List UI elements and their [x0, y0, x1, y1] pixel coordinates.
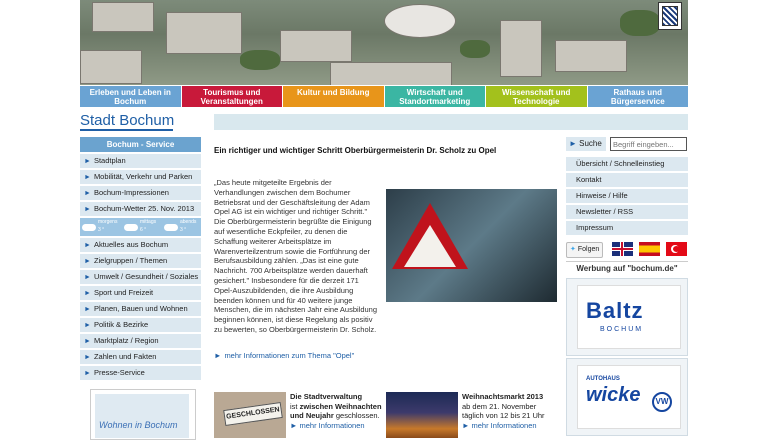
right-item-uebersicht[interactable]: Übersicht / Schnelleinstieg	[566, 157, 688, 171]
sidebar-item-sport[interactable]	[80, 286, 201, 300]
teaser-closed-link-label: mehr Informationen	[299, 420, 365, 430]
sidebar-item-label: Sport und Freizeit	[93, 288, 154, 297]
left-sidebar	[80, 137, 201, 382]
twitter-follow-button[interactable]	[566, 242, 603, 258]
weather-temp-noon: 6 °	[140, 227, 147, 233]
closed-sign-image	[214, 392, 286, 438]
weather-temp-evening: 3 °	[180, 227, 187, 233]
sidebar-item-label: Presse-Service	[93, 368, 145, 377]
closed-sign-text: GESCHLOSSEN	[223, 402, 283, 426]
sidebar-item-impressionen[interactable]	[80, 186, 201, 200]
more-info-opel-label: mehr Informationen zum Thema "Opel"	[224, 351, 355, 360]
ad-wicke[interactable]	[577, 365, 681, 429]
sidebar-item-presse[interactable]	[80, 366, 201, 380]
sidebar-item-label: Politik & Bezirke	[93, 320, 149, 329]
category-tourismus[interactable]: Tourismus und Veranstaltungen	[182, 86, 283, 107]
teaser-closed-text-a: ist	[290, 401, 300, 411]
teaser-weihnachtsmarkt[interactable]	[386, 392, 558, 438]
triangle-bullet-icon: ►	[84, 158, 91, 165]
triangle-bullet-icon: ►	[214, 351, 222, 360]
category-nav	[80, 86, 688, 107]
right-item-newsletter[interactable]: Newsletter / RSS	[566, 205, 688, 219]
search-box	[566, 137, 688, 151]
breadcrumb-bar	[214, 114, 688, 130]
promo-text: Wohnen in Bochum	[99, 420, 178, 430]
weather-noon-label: mittags	[140, 219, 157, 225]
city-crest-icon[interactable]	[658, 2, 682, 30]
site-title-underline	[80, 129, 173, 131]
ad-slot-1	[566, 278, 688, 356]
baltz-logo: Baltz	[586, 298, 644, 323]
category-rathaus[interactable]: Rathaus und Bürgerservice	[588, 86, 689, 107]
teaser-closed[interactable]	[214, 392, 386, 438]
sidebar-item-politik[interactable]	[80, 318, 201, 332]
vw-logo-icon: VW	[652, 392, 672, 412]
article-body: „Das heute mitgeteilte Ergebnis der Verhandlungen zwischen dem Bochumer Betriebsrat und der Geschäftsleitung der Adam Opel AG ist ein wichtiger und richtiger Schritt." Die Oberbürgermeisterin begrüßte die Einigung auf wesentliche Eckpfeiler, zu denen die Schaffung weiterer Arbeitsplätze im Warenverteilzentrum sowie die Fortführung der Berufsausbildung zählen. „Das ist eine gute Nachricht. 700 Arbeitsplätze werden dauerhaft gesichert." Insbesondere für die derzeit 171 Opel-Auszubildenden, die ihre Ausbildung beenden können und für 40 weitere junge Menschen, die im nächsten Jahr eine Ausbildung beginnen können, ist diese Regelung als positiv zu bewerten, so Oberbürgermeisterin Dr. Scholz.	[214, 178, 378, 334]
teaser-closed-title: Die Stadtverwaltung	[290, 392, 363, 401]
follow-label: Folgen	[577, 246, 600, 253]
teaser-market-link-label: mehr Informationen	[471, 420, 537, 430]
triangle-bullet-icon: ►	[84, 338, 91, 345]
teaser-closed-text	[290, 392, 386, 430]
category-kultur[interactable]: Kultur und Bildung	[283, 86, 384, 107]
search-input[interactable]	[610, 137, 687, 151]
ad-slot-2	[566, 358, 688, 436]
baltz-subtitle: BOCHUM	[600, 326, 644, 333]
site-title[interactable]: Stadt Bochum	[80, 112, 175, 129]
spanish-flag-icon[interactable]	[639, 242, 660, 256]
triangle-bullet-icon: ►	[84, 354, 91, 361]
ads-heading: Werbung auf "bochum.de"	[566, 261, 688, 276]
turkish-flag-icon[interactable]	[666, 242, 687, 256]
right-item-kontakt[interactable]: Kontakt	[566, 173, 688, 187]
teaser-closed-text-b: geschlossen.	[333, 411, 380, 420]
triangle-bullet-icon: ►	[569, 139, 580, 148]
sidebar-item-marktplatz[interactable]	[80, 334, 201, 348]
search-label-text: Suche	[579, 139, 602, 148]
teaser-market-text-a: ab dem 21. November täglich von 12 bis 21 Uhr	[462, 401, 545, 420]
triangle-bullet-icon: ►	[84, 274, 91, 281]
cloud-icon	[164, 224, 178, 231]
sidebar-item-zahlen[interactable]	[80, 350, 201, 364]
triangle-bullet-icon: ►	[84, 190, 91, 197]
teaser-market-text	[462, 392, 558, 430]
weather-evening-label: abends	[180, 219, 197, 225]
triangle-bullet-icon: ►	[84, 290, 91, 297]
english-flag-icon[interactable]	[612, 242, 633, 256]
triangle-bullet-icon: ►	[84, 258, 91, 265]
social-language-row	[566, 241, 688, 257]
header-aerial-photo	[80, 0, 688, 85]
page-frame	[80, 0, 688, 438]
sidebar-item-label: Zielgruppen / Themen	[93, 256, 168, 265]
cloud-icon	[82, 224, 96, 231]
triangle-bullet-icon: ►	[462, 420, 472, 430]
construction-sign-inner	[404, 225, 456, 267]
wicke-top-label: AUTOHAUS	[586, 376, 620, 382]
weather-morning-label: morgens	[98, 219, 118, 225]
wohnen-promo-banner[interactable]	[90, 389, 196, 440]
sidebar-item-planen[interactable]	[80, 302, 201, 316]
more-info-opel-link[interactable]	[214, 351, 354, 360]
sidebar-item-label: Bochum-Wetter 25. Nov. 2013	[93, 204, 195, 213]
category-wirtschaft[interactable]: Wirtschaft und Standortmarketing	[385, 86, 486, 107]
service-heading: Bochum - Service	[80, 137, 201, 152]
teaser-market-title: Weihnachtsmarkt 2013	[462, 392, 544, 401]
triangle-bullet-icon: ►	[84, 306, 91, 313]
sidebar-item-label: Zahlen und Fakten	[93, 352, 157, 361]
search-label	[566, 137, 606, 151]
sidebar-item-label: Marktplatz / Region	[93, 336, 159, 345]
category-wissenschaft[interactable]: Wissenschaft und Technologie	[486, 86, 587, 107]
sidebar-item-label: Bochum-Impressionen	[93, 188, 169, 197]
weather-temp-morning: 3 °	[98, 227, 105, 233]
teaser-market-link[interactable]	[462, 421, 537, 430]
christmas-market-image	[386, 392, 458, 438]
sidebar-item-umwelt[interactable]	[80, 270, 201, 284]
teaser-closed-bold: zwischen Weihnachten und Neujahr	[290, 401, 382, 420]
sidebar-item-label: Aktuelles aus Bochum	[93, 240, 169, 249]
right-item-impressum[interactable]: Impressum	[566, 221, 688, 235]
right-item-hinweise[interactable]: Hinweise / Hilfe	[566, 189, 688, 203]
twitter-bird-icon: ✦	[570, 246, 576, 253]
triangle-bullet-icon: ►	[84, 206, 91, 213]
triangle-bullet-icon: ►	[290, 420, 300, 430]
wicke-logo: wicke	[586, 384, 641, 406]
teaser-closed-link[interactable]	[290, 421, 365, 430]
sidebar-item-mobilitaet[interactable]	[80, 170, 201, 184]
article-photo[interactable]	[386, 189, 557, 302]
right-sidebar	[566, 137, 688, 436]
main-content	[214, 146, 558, 430]
ad-baltz[interactable]	[577, 285, 681, 349]
sidebar-item-label: Stadtplan	[93, 156, 126, 165]
article-headline[interactable]: Ein richtiger und wichtiger Schritt Oberbürgermeisterin Dr. Scholz zu Opel	[214, 146, 497, 155]
sidebar-item-label: Mobilität, Verkehr und Parken	[93, 172, 193, 181]
triangle-bullet-icon: ►	[84, 242, 91, 249]
sidebar-item-zielgruppen[interactable]	[80, 254, 201, 268]
sidebar-item-stadtplan[interactable]	[80, 154, 201, 168]
triangle-bullet-icon: ►	[84, 370, 91, 377]
sidebar-item-label: Planen, Bauen und Wohnen	[93, 304, 188, 313]
cloud-icon	[124, 224, 138, 231]
sidebar-item-aktuelles[interactable]	[80, 238, 201, 252]
sidebar-item-label: Umwelt / Gesundheit / Soziales	[93, 272, 199, 281]
triangle-bullet-icon: ►	[84, 322, 91, 329]
triangle-bullet-icon: ►	[84, 174, 91, 181]
weather-widget[interactable]	[80, 218, 201, 236]
promo-graphic	[95, 394, 189, 438]
category-erleben[interactable]: Erleben und Leben in Bochum	[80, 86, 181, 107]
sidebar-item-wetter[interactable]	[80, 202, 201, 216]
